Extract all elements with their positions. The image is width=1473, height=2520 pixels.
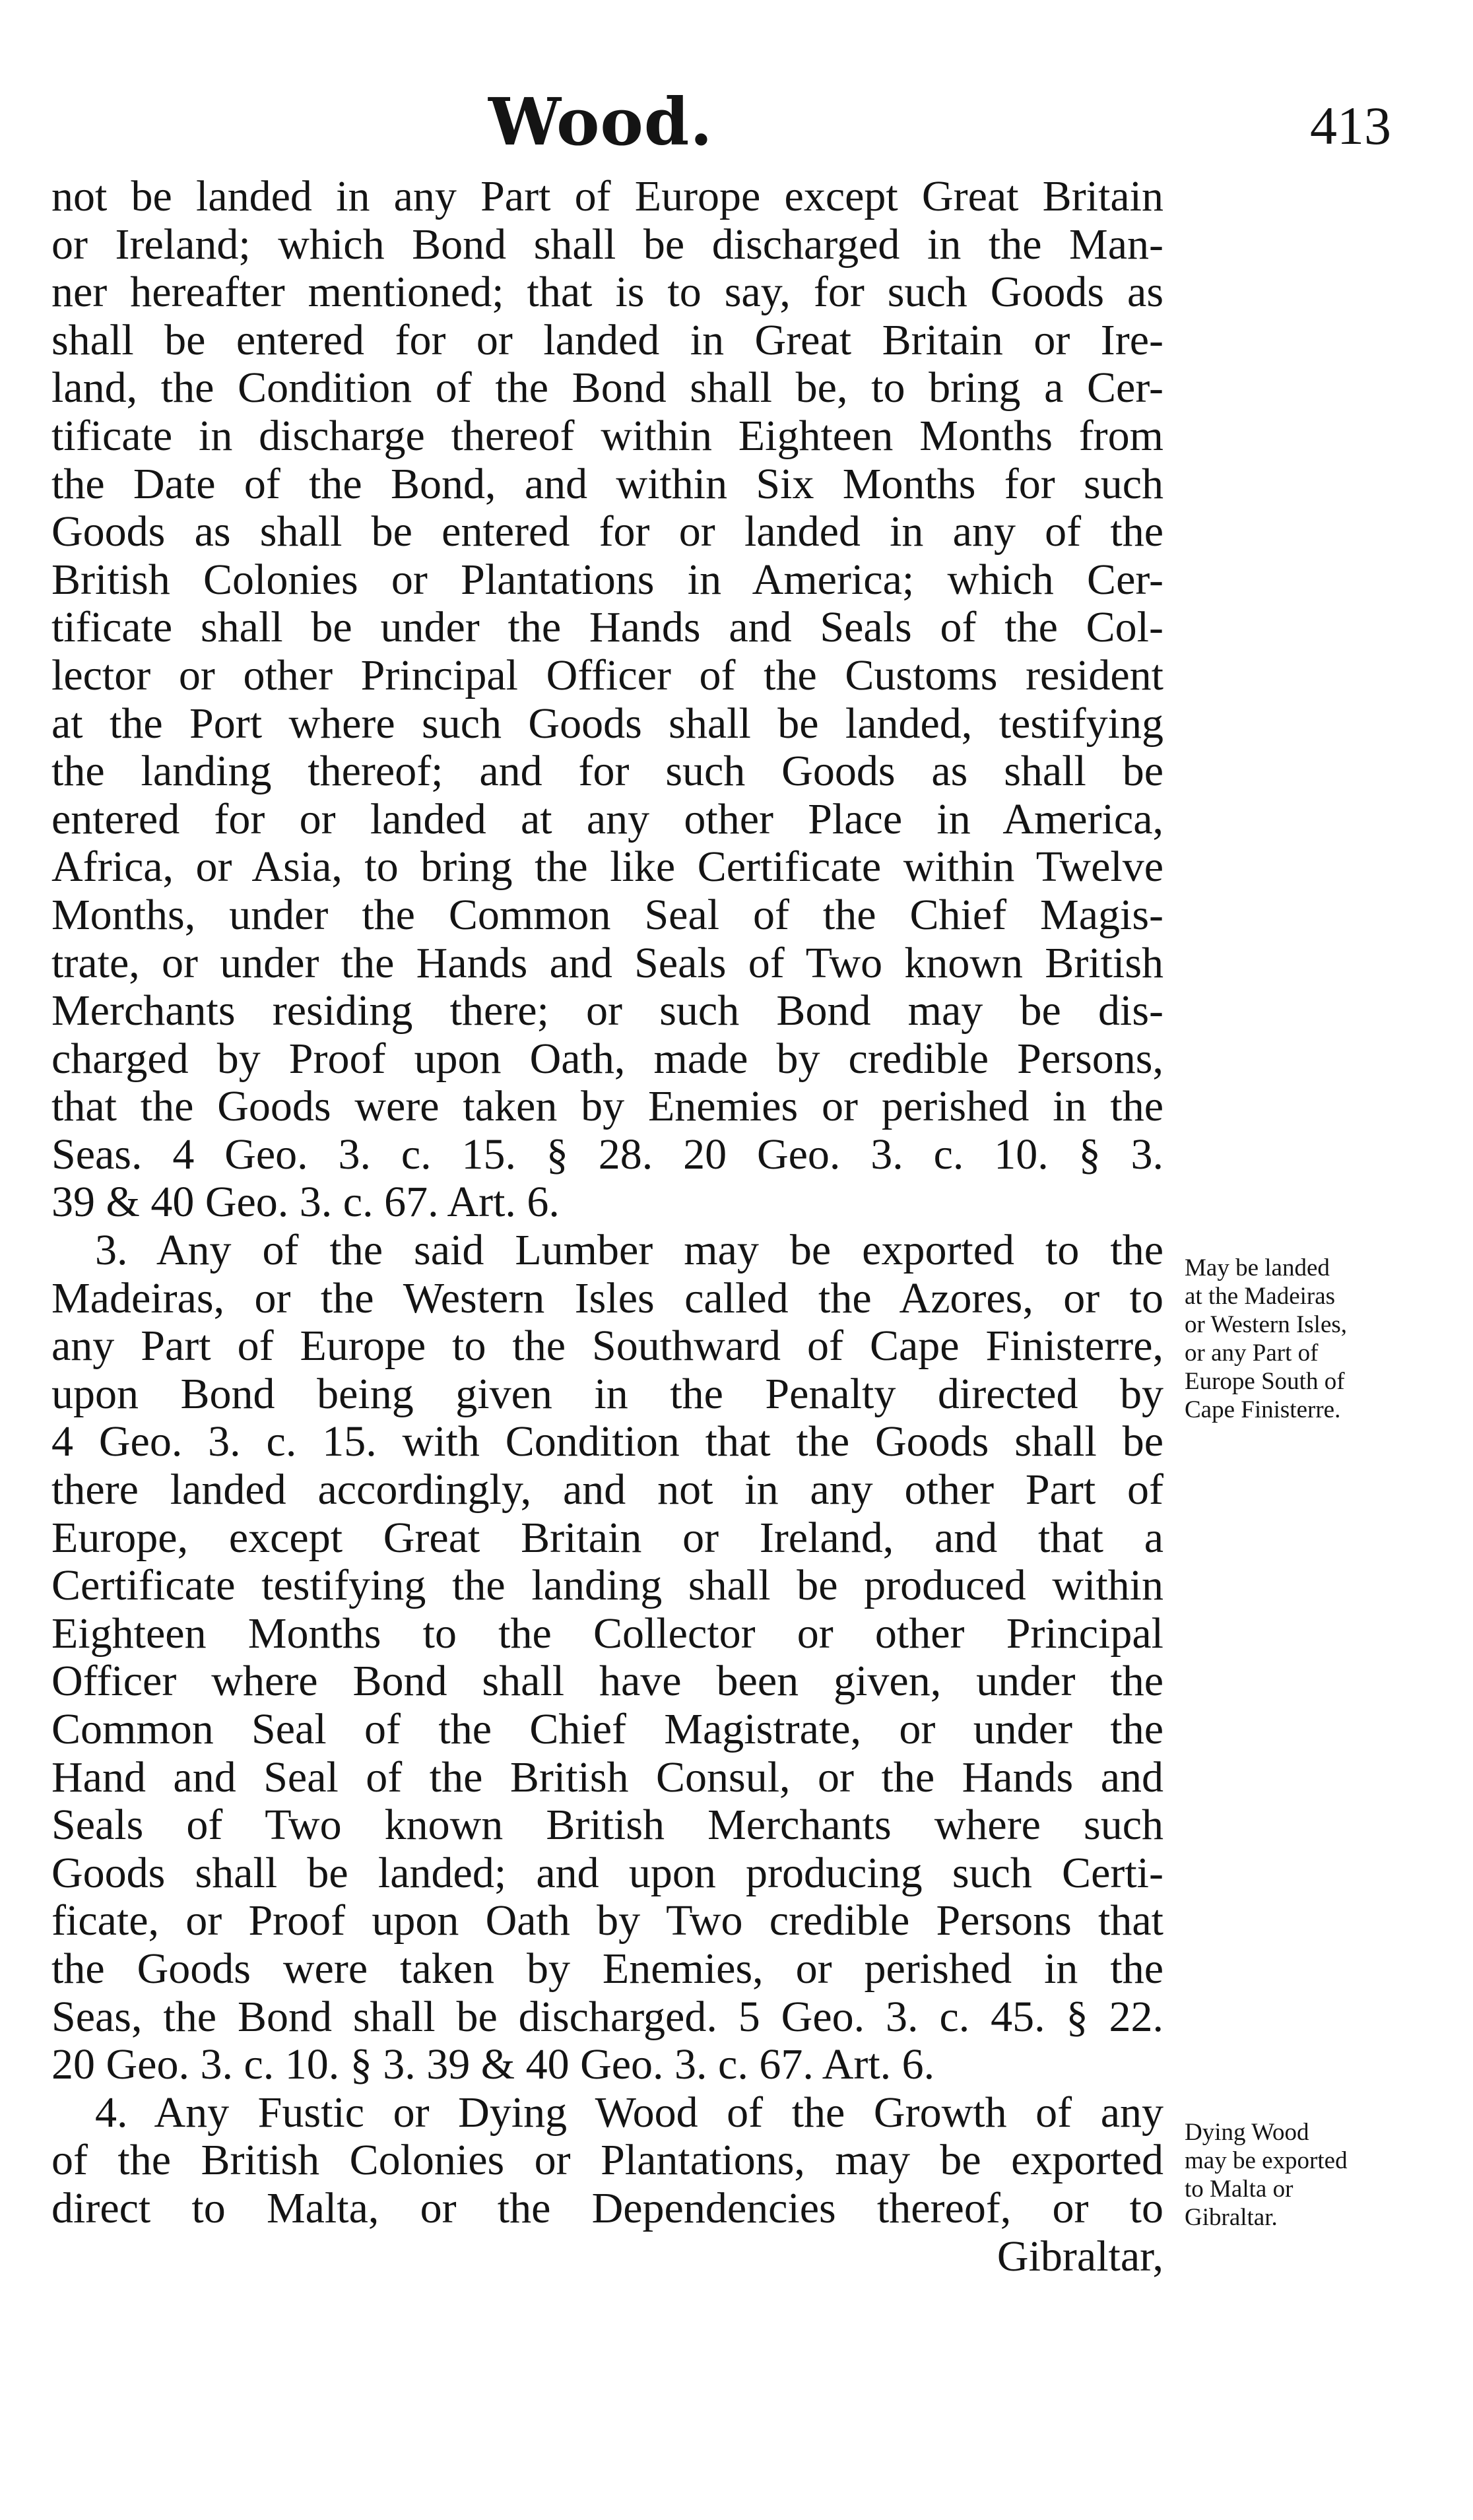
text-line: Seas, the Bond shall be discharged. 5 Geo. 3. c. 45. § 22. — [51, 1992, 1163, 2041]
page-number: 413 — [1310, 96, 1391, 156]
text-line: 39 & 40 Geo. 3. c. 67. Art. 6. — [51, 1178, 560, 1227]
margin-note-line: or any Part of — [1185, 1340, 1319, 1367]
text-line: the Goods were taken by Enemies, or perished in the — [51, 1944, 1163, 1993]
text-line: lector or other Principal Officer of the Customs resident — [51, 651, 1163, 699]
text-line: Seas. 4 Geo. 3. c. 15. § 28. 20 Geo. 3. c. 10. § 3. — [51, 1130, 1163, 1179]
text-line: Hand and Seal of the British Consul, or the Hands and — [51, 1753, 1163, 1801]
text-line: Officer where Bond shall have been given, under the — [51, 1657, 1163, 1706]
text-line: ner hereafter mentioned; that is to say, for such Goods as — [51, 268, 1163, 317]
text-line: not be landed in any Part of Europe except Great Britain — [51, 172, 1163, 220]
text-line: Africa, or Asia, to bring the like Certificate within Twelve — [51, 843, 1163, 891]
text-line: of the British Colonies or Plantations, may be exported — [51, 2136, 1163, 2185]
text-line: direct to Malta, or the Dependencies thereof, or to — [51, 2183, 1163, 2232]
margin-note-madeiras — [1185, 1254, 1435, 1424]
text-line: Months, under the Common Seal of the Chief Magis- — [51, 890, 1163, 939]
text-line: any Part of Europe to the Southward of Cape Finisterre, — [51, 1322, 1163, 1371]
text-line: 4. Any Fustic or Dying Wood of the Growth of any — [95, 2088, 1163, 2137]
text-line: ficate, or Proof upon Oath by Two credible Persons that — [51, 1896, 1163, 1945]
text-line: Europe, except Great Britain or Ireland, and that a — [51, 1513, 1163, 1562]
text-line: shall be entered for or landed in Great Britain or Ire- — [51, 315, 1163, 364]
text-line: tificate shall be under the Hands and Seals of the Col- — [51, 603, 1163, 652]
text-line: Seals of Two known British Merchants where such — [51, 1801, 1163, 1850]
text-line: the Date of the Bond, and within Six Months for such — [51, 459, 1163, 508]
running-title: Wood. — [488, 84, 713, 160]
text-line: entered for or landed at any other Place in America, — [51, 794, 1163, 843]
page-header — [0, 79, 1473, 165]
margin-note-line: Europe South of — [1185, 1368, 1345, 1395]
text-line: 3. Any of the said Lumber may be exported to the — [95, 1226, 1163, 1275]
body-text — [51, 173, 1163, 2280]
text-line: 20 Geo. 3. c. 10. § 3. 39 & 40 Geo. 3. c. 67. Art. 6. — [51, 2040, 935, 2089]
margin-note-line: may be exported — [1185, 2147, 1348, 2174]
margin-note-line: Gibraltar. — [1185, 2204, 1278, 2231]
text-line: Madeiras, or the Western Isles called the Azores, or to — [51, 1274, 1163, 1322]
text-line: Common Seal of the Chief Magistrate, or under the — [51, 1705, 1163, 1753]
text-line: Goods as shall be entered for or landed in any of the — [51, 507, 1163, 556]
margin-note-line: or Western Isles, — [1185, 1311, 1348, 1338]
text-line: British Colonies or Plantations in America; which Cer- — [51, 555, 1163, 604]
margin-note-dying-wood — [1185, 2118, 1435, 2232]
text-line: Eighteen Months to the Collector or other Principal — [51, 1609, 1163, 1658]
catchword: Gibraltar, — [997, 2232, 1163, 2280]
text-line: or Ireland; which Bond shall be discharged in the Man- — [51, 220, 1163, 269]
margin-note-line: at the Madeiras — [1185, 1283, 1336, 1310]
text-line: there landed accordingly, and not in any other Part of — [51, 1466, 1163, 1514]
text-line: land, the Condition of the Bond shall be, to bring a Cer- — [51, 364, 1163, 412]
margin-note-line: May be landed — [1185, 1254, 1330, 1281]
text-line: upon Bond being given in the Penalty directed by — [51, 1369, 1163, 1418]
text-line: charged by Proof upon Oath, made by credible Persons, — [51, 1034, 1163, 1083]
text-line: Certificate testifying the landing shall be produced within — [51, 1561, 1163, 1610]
text-line: trate, or under the Hands and Seals of Two known British — [51, 938, 1163, 987]
text-line: at the Port where such Goods shall be landed, testifying — [51, 699, 1163, 748]
text-line: the landing thereof; and for such Goods as shall be — [51, 747, 1163, 796]
margin-note-line: Dying Wood — [1185, 2119, 1309, 2146]
text-line: 4 Geo. 3. c. 15. with Condition that the Goods shall be — [51, 1417, 1163, 1466]
text-line: that the Goods were taken by Enemies or perished in the — [51, 1082, 1163, 1131]
margin-note-line: to Malta or — [1185, 2176, 1293, 2203]
text-line: Goods shall be landed; and upon producing such Certi- — [51, 1848, 1163, 1897]
margin-note-line: Cape Finisterre. — [1185, 1396, 1341, 1423]
text-line: Merchants residing there; or such Bond may be dis- — [51, 986, 1163, 1035]
text-line: tificate in discharge thereof within Eighteen Months from — [51, 411, 1163, 460]
